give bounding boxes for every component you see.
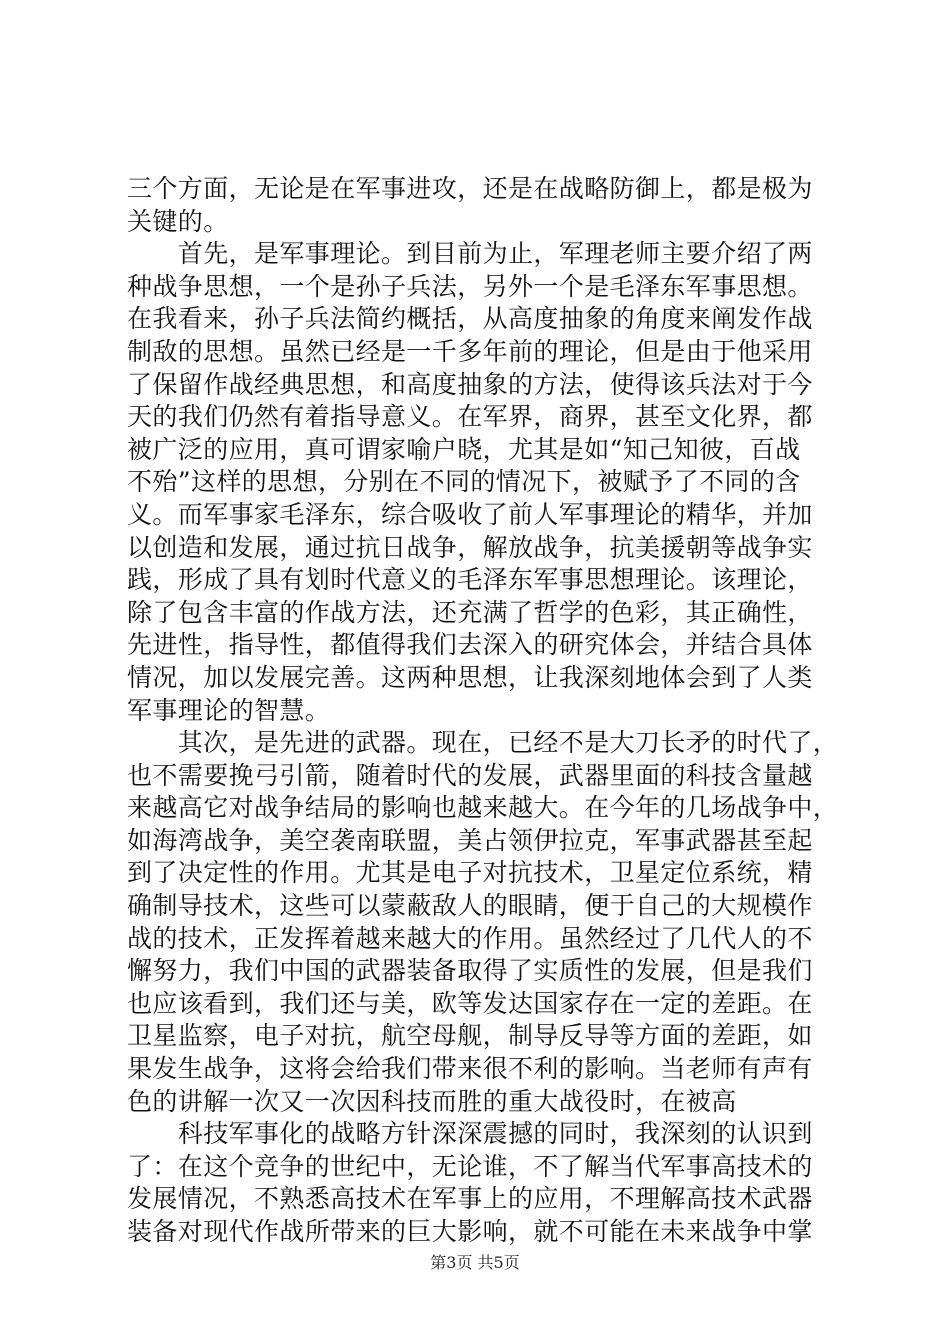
text-line: 其次，是先进的武器。现在，已经不是大刀长矛的时代了， <box>127 728 839 758</box>
page-footer: 第3页 共5页 <box>430 1253 520 1272</box>
text-line: 情况，加以发展完善。这两种思想，让我深刻地体会到了人类 <box>127 662 813 692</box>
text-line: 也不需要挽弓引箭，随着时代的发展，武器里面的科技含量越 <box>127 760 813 790</box>
text-line: 被广泛的应用，真可谓家喻户晓，尤其是如“知己知彼，百战 <box>127 434 801 464</box>
text-line: 以创造和发展，通过抗日战争，解放战争，抗美援朝等战争实 <box>127 532 813 562</box>
text-line: 如海湾战争，美空袭南联盟，美占领伊拉克，军事武器甚至起 <box>127 825 813 855</box>
text-line: 果发生战争，这将会给我们带来很不利的影响。当老师有声有 <box>127 1054 813 1084</box>
text-line: 卫星监察，电子对抗，航空母舰，制导反导等方面的差距，如 <box>127 1021 813 1051</box>
text-line: 到了决定性的作用。尤其是电子对抗技术，卫星定位系统，精 <box>127 858 813 888</box>
text-line: 懈努力，我们中国的武器装备取得了实质性的发展，但是我们 <box>127 956 813 986</box>
text-line: 天的我们仍然有着指导意义。在军界，商界，甚至文化界，都 <box>127 402 813 432</box>
text-line: 先进性，指导性，都值得我们去深入的研究体会，并结合具体 <box>127 630 813 660</box>
text-line: 除了包含丰富的作战方法，还充满了哲学的色彩，其正确性， <box>127 597 813 627</box>
text-line: 不殆”这样的思想，分别在不同的情况下，被赋予了不同的含 <box>127 467 801 497</box>
text-line: 首先，是军事理论。到目前为止，军理老师主要介绍了两 <box>127 239 813 269</box>
text-line: 了：在这个竞争的世纪中，无论谁，不了解当代军事高技术的 <box>127 1151 813 1181</box>
text-line: 三个方面，无论是在军事进攻，还是在战略防御上，都是极为 <box>127 174 813 203</box>
text-line: 制敌的思想。虽然已经是一千多年前的理论，但是由于他采用 <box>127 336 813 366</box>
text-line: 科技军事化的战略方针深深震撼的同时，我深刻的认识到 <box>127 1119 813 1149</box>
text-line: 装备对现代作战所带来的巨大影响，就不可能在未来战争中掌 <box>127 1217 813 1246</box>
document-body <box>127 173 847 1249</box>
text-line: 战的技术，正发挥着越来越大的作用。虽然经过了几代人的不 <box>127 923 813 953</box>
text-line: 发展情况，不熟悉高技术在军事上的应用，不理解高技术武器 <box>127 1184 813 1214</box>
text-line: 了保留作战经典思想，和高度抽象的方法，使得该兵法对于今 <box>127 369 813 399</box>
text-line: 也应该看到，我们还与美，欧等发达国家存在一定的差距。在 <box>127 988 813 1018</box>
text-line: 践，形成了具有划时代意义的毛泽东军事思想理论。该理论， <box>127 565 813 595</box>
text-line: 义。而军事家毛泽东，综合吸收了前人军事理论的精华，并加 <box>127 499 813 529</box>
text-line: 确制导技术，这些可以蒙蔽敌人的眼睛，便于自己的大规模作 <box>127 891 813 921</box>
text-line: 在我看来，孙子兵法简约概括，从高度抽象的角度来阐发作战 <box>127 304 813 334</box>
text-line: 色的讲解一次又一次因科技而胜的重大战役时，在被高 <box>127 1086 737 1116</box>
text-line: 种战争思想，一个是孙子兵法，另外一个是毛泽东军事思想。 <box>127 271 813 301</box>
text-line: 军事理论的智慧。 <box>127 695 331 725</box>
text-line: 来越高它对战争结局的影响也越来越大。在今年的几场战争中， <box>127 793 839 823</box>
text-line: 关键的。 <box>127 206 229 236</box>
